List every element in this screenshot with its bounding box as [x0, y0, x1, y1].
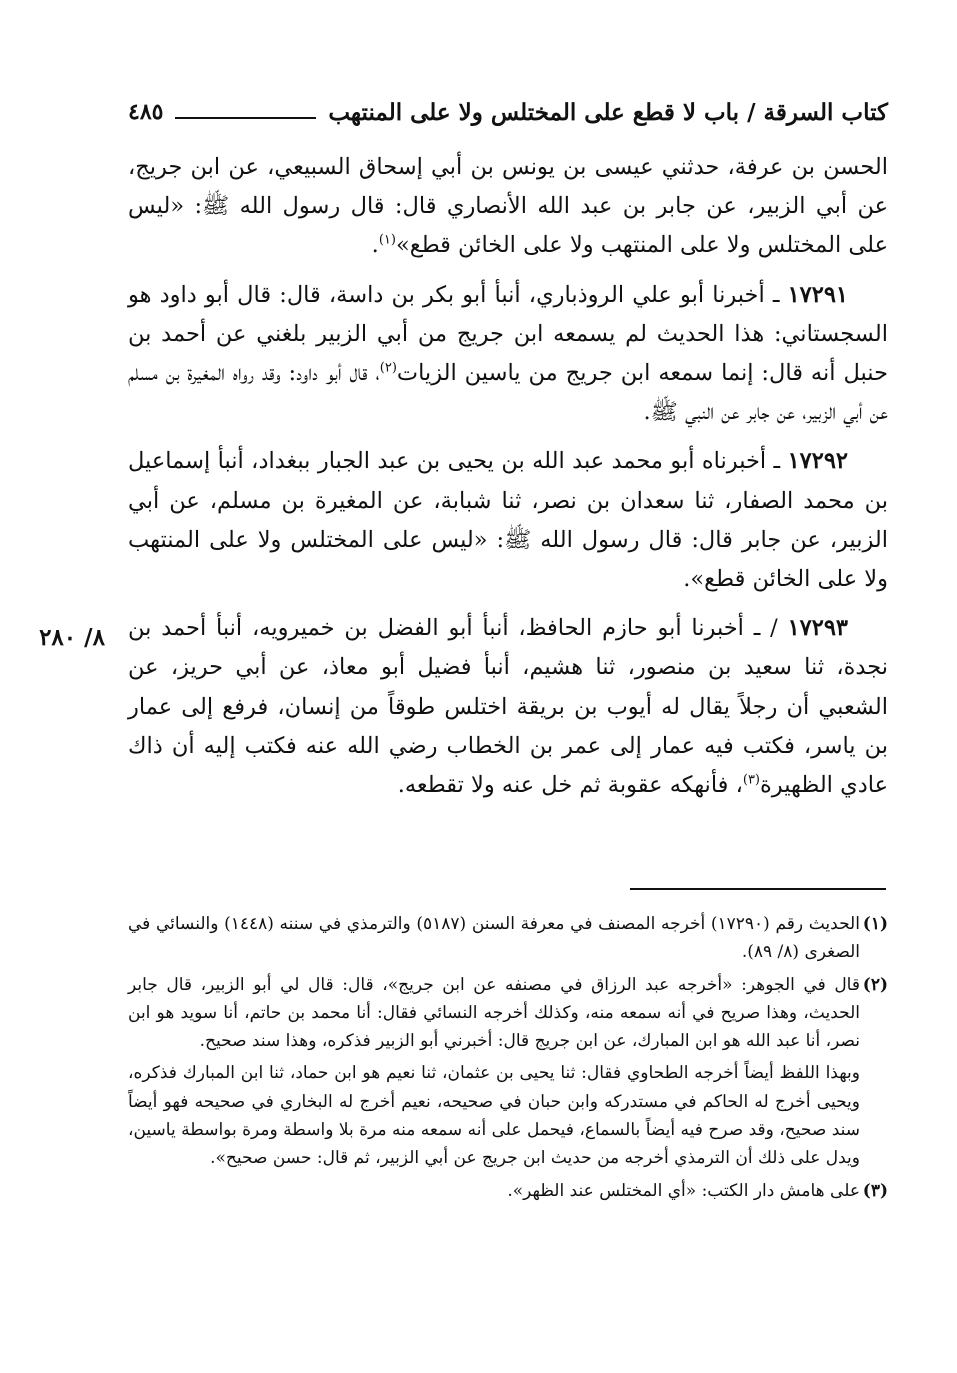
hadith-number: ١٧٢٩٣ — [787, 615, 848, 642]
running-header — [128, 92, 888, 132]
footnote-3 — [128, 1177, 888, 1205]
footnote-text: الحديث رقم (١٧٢٩٠) أخرجه المصنف في معرفة السنن (٥١٨٧) والترمذي في سننه (١٤٤٨) والنسائي في الصغرى (٨/ ٨٩). — [128, 914, 860, 963]
hadith-number: ١٧٢٩١ — [787, 281, 848, 308]
footnote-1 — [128, 910, 888, 967]
chapter-title: كتاب السرقة / باب لا قطع على المختلس ولا على المنتهب — [328, 98, 888, 126]
footnote-2 — [128, 971, 888, 1056]
paragraph-tail: ، قال أبو داود: وقد رواه المغيرة بن مسلم عن أبي الزبير، عن جابر عن النبي ﷺ. — [128, 360, 888, 426]
paragraph-text: / ـ أخبرنا أبو حازم الحافظ، أنبأ أبو الفضل بن خميرويه، أنبأ أحمد بن نجدة، ثنا سعيد بن منصور، ثنا هشيم، أنبأ فضيل أبو معاذ، عن أبي حريز، عن الشعبي أن رجلاً يقال له أيوب بن بريقة اختلس طوقاً من إنسان، فرفع إلى عمار بن ياسر، فكتب فيه عمار إلى عمر بن الخطاب رضي الله عنه فكتب إليه أن ذاك عادي الظهيرة — [128, 615, 888, 799]
footnote-divider — [630, 888, 886, 890]
footnote-text: قال في الجوهر: «أخرجه عبد الرزاق في مصنفه عن ابن جريج»، قال: قال لي أبو الزبير، قال جابر الحديث، وهذا صريح في أنه سمعه منه، وكذلك أخرجه النسائي فقال: أنا محمد بن حاتم، أنا سويد هو ابن نصر، أنا عبد الله هو ابن المبارك، عن ابن جريج قال: أخبرني أبو الزبير فذكره، وهذا سند صحيح. — [128, 974, 860, 1052]
footnote-number: (٣) — [862, 1180, 888, 1201]
paragraph-continuation — [128, 148, 888, 266]
margin-volume-page-note: ٨/ ٢٨٠ — [39, 624, 105, 651]
paragraph-text: الحسن بن عرفة، حدثني عيسى بن يونس بن أبي إسحاق السبيعي، عن ابن جريج، عن أبي الزبير، عن جابر بن عبد الله الأنصاري قال: قال رسول الله ﷺ: «ليس على المختلس ولا على المنتهب ولا على الخائن قطع» — [128, 154, 888, 259]
footnote-number: (٢) — [862, 974, 888, 995]
footnote-text: على هامش دار الكتب: «أي المختلس عند الظهر». — [507, 1180, 860, 1201]
hadith-17291 — [128, 276, 888, 433]
footnote-ref[interactable]: (٣) — [742, 772, 760, 788]
paragraph-tail: ، فأنهكه عقوبة ثم خل عنه ولا تقطعه. — [397, 772, 743, 799]
header-rule — [175, 117, 316, 119]
footnotes — [128, 910, 888, 1209]
hadith-17293 — [128, 609, 888, 805]
paragraph-tail: . — [371, 232, 379, 259]
footnote-number: (١) — [862, 914, 888, 934]
footnote-ref[interactable]: (٢) — [379, 360, 397, 376]
footnote-2-continuation: وبهذا اللفظ أيضاً أخرجه الطحاوي فقال: ثنا يحيى بن عثمان، ثنا نعيم هو ابن حماد، ثنا ابن المبارك فذكره، ويحيى أخرج له الحاكم في مستدركه وابن حبان في صحيحه، نعيم أخرج له البخاري في صحيحه فهو أيضاً سند صحيح، وقد صرح فيه أيضاً بالسماع، فيحمل على أنه سمعه منه مرة بلا واسطة ومرة بواسطة ياسين، ويدل على ذلك أن الترمذي أخرجه من حديث ابن جريج عن أبي الزبير، ثم قال: حسن صحيح». — [128, 1063, 860, 1169]
paragraph-text: ـ أخبرنا أبو علي الروذباري، أنبأ أبو بكر بن داسة، قال: قال أبو داود هو السجستاني: هذا الحديث لم يسمعه ابن جريج من أبي الزبير بلغني عن أحمد بن حنبل أنه قال: إنما سمعه ابن جريج من ياسين الزيات — [128, 281, 888, 387]
main-text — [128, 148, 888, 815]
page-number: ٤٨٥ — [128, 99, 164, 125]
footnote-ref[interactable]: (١) — [378, 232, 396, 248]
paragraph-text: ـ أخبرناه أبو محمد عبد الله بن يحيى بن عبد الجبار ببغداد، أنبأ إسماعيل بن محمد الصفار، ثنا سعدان بن نصر، ثنا شبابة، عن المغيرة بن مسلم، عن أبي الزبير، عن جابر قال: قال رسول الله ﷺ: «ليس على المختلس ولا على المنتهب ولا على الخائن قطع». — [128, 448, 888, 593]
hadith-number: ١٧٢٩٢ — [787, 448, 848, 475]
hadith-17292 — [128, 442, 888, 599]
